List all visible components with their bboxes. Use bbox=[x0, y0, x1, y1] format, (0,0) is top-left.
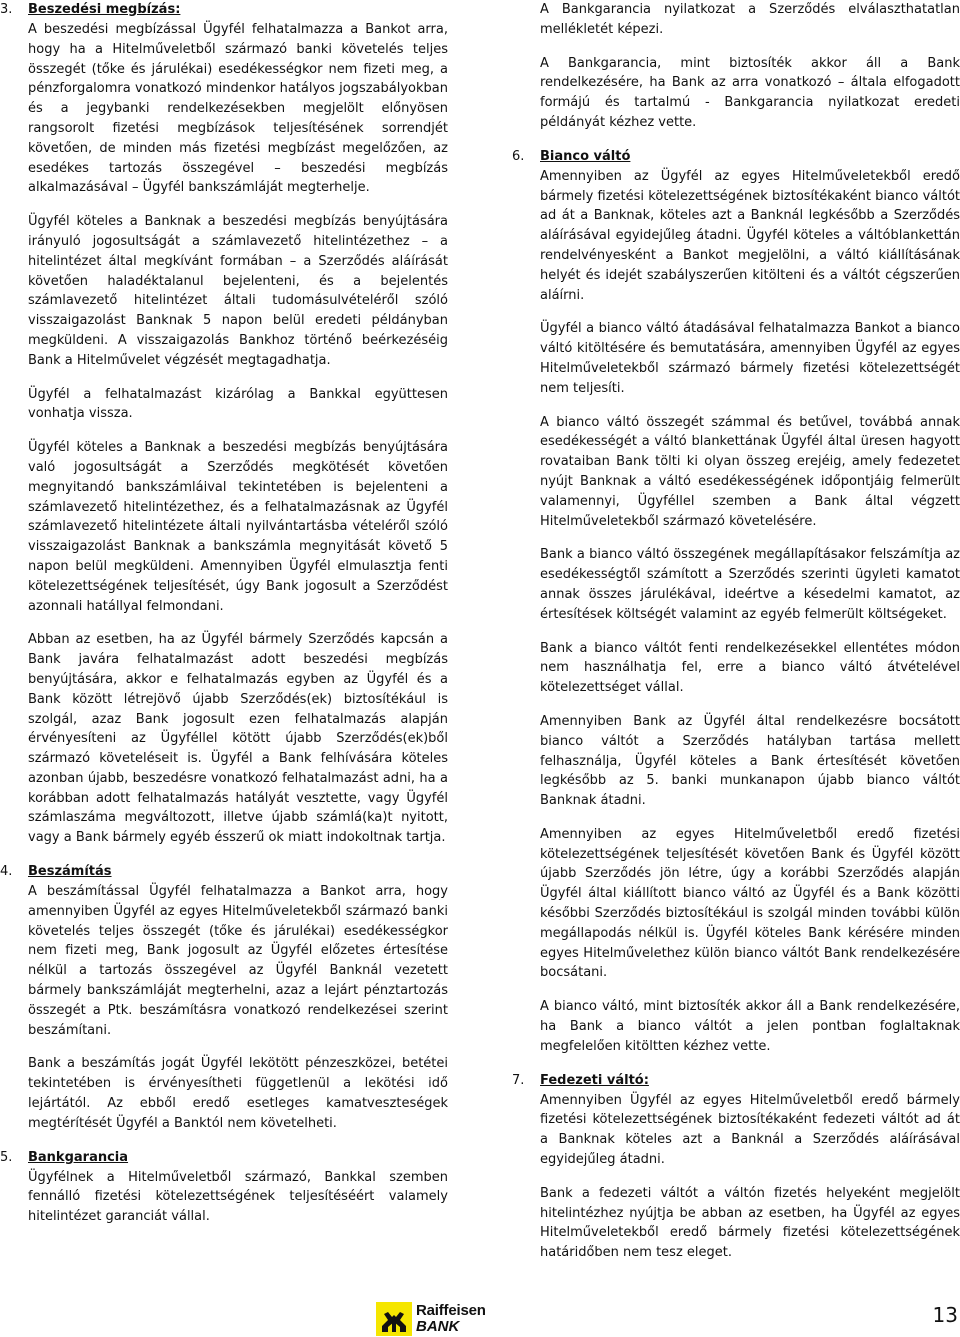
paragraph: Amennyiben az egyes Hitelműveletből eredő fizetési kötelezettségének teljesítését követően Bank és Ügyfél között újabb Szerződés jön létre, úgy a korábbi Szerződés alapján Ügyfél által kiállított bianco váltó az Ügyfél és a Bank közötti későbbi Szerződés biztosítékául is szolgál minden további külön megállapodás nélkül is. Ügyfél köteles Bank kérésére minden egyes Hitelművelethez külön bianco váltót Bank rendelkezésére bocsátani. bbox=[540, 826, 960, 981]
paragraph: Ügyfél a bianco váltó átadásával felhatalmazza Bankot a bianco váltó kitöltésére és bemutatására, amennyiben Ügyfél az egyes Hitelműveletekből származó bármely fizetési kötelezettségét nem teljesíti. bbox=[540, 321, 960, 396]
page-number: 13 bbox=[932, 1303, 958, 1327]
paragraph: A bianco váltó összegét számmal és betűvel, továbbá annak esedékességét a váltó blankettának Ügyfél által üresen hagyott rovataiban Bank tölti ki olyan összeg erejéig, amely fedezetet nyújt Banknak a váltó esedékességének időpontjáig felmerült valamennyi, Ügyféllel szemben a Bank által végzett Hitelműveletekből származó követelésére. bbox=[540, 414, 960, 529]
raiffeisen-bank-logo bbox=[376, 1302, 516, 1336]
section-4 bbox=[0, 862, 448, 1134]
paragraph: A beszámítással Ügyfél felhatalmazza a Bankot arra, hogy amennyiben Ügyfél az egyes Hitelműveletekből származó banki követelés teljes összegét (tőke és járulékai) esedékességkor nem fizeti meg, Bank jogosult az Ügyfél előzetes értesítése nélkül a tartozás összegével az Ügyfél Banknál vezetett bármely bankszámláját megterhelni, azaz a lejárt pénztartozás összegét a Ptk. beszámításra vonatkozó rendelkezései szerint beszámítani. bbox=[28, 884, 448, 1038]
section-5-title: Bankgarancia bbox=[28, 1149, 129, 1165]
paragraph: Bank a beszámítás jogát Ügyfél lekötött pénzeszközei, betétei tekintetében is érvényesítheti függetlenül a lekötési idő lejártától. Az ebből eredő esetleges kamatveszteségek megtérítését Ügyfél a Banktól nem követelheti. bbox=[28, 1056, 448, 1131]
logo-text-bank: BANK bbox=[416, 1318, 460, 1335]
paragraph: Ügyfél a felhatalmazást kizárólag a Bankkal együttesen vonhatja vissza. bbox=[28, 386, 448, 422]
section-5-number: 5. bbox=[0, 1149, 13, 1165]
section-5 bbox=[0, 1148, 448, 1227]
paragraph: Ügyfél köteles a Banknak a beszedési megbízás benyújtására való jogosultságát a Szerződés megkötését követően megnyitandó bankszámláival tekintetében is bejelenteni a számlavezető hitelintézethez, és a felhatalmazásnak az Ügyfél számlavezető hitelintézete általi nyilvántartásba vételéről szóló visszaigazolást Banknak a bankszámla megnyitását követő 5 napon belül megküldeni. Amennyiben Ügyfél elmulasztja fenti kötelezettségének teljesítését, úgy Bank jogosult a Szerződést azonnali hatállyal felmondani. bbox=[28, 440, 448, 614]
logo-text-raiffeisen: Raiffeisen bbox=[416, 1302, 486, 1319]
raiffeisen-gable-icon bbox=[376, 1302, 412, 1336]
paragraph: A bianco váltó, mint biztosíték akkor áll a Bank rendelkezésére, ha Bank a bianco váltót a jelen pontban foglaltaknak megfelelően kitöltten kézhez vette. bbox=[540, 999, 960, 1054]
paragraph: A Bankgarancia, mint biztosíték akkor áll a Bank rendelkezésére, ha Bank az arra vonatkozó – általa elfogadott formájú és tartalmú - Bankgarancia nyilatkozat eredeti példányát kézhez vette. bbox=[540, 55, 960, 130]
paragraph: Ügyfél köteles a Banknak a beszedési megbízás benyújtására irányuló jogosultságát a számlavezető hitelintézethez – a hitelintézet által megkívánt formában – a Szerződés aláírását követően haladéktalanul bejelenteni, és a bejelentés számlavezető hitelintézet általi tudomásulvételéről szóló visszaigazolást Banknak 5 napon belül eredeti példányban megküldeni. A visszaigazolás Bankhoz történő beérkezéséig Bank a Hitelművelet végzését megtagadhatja. bbox=[28, 214, 448, 368]
paragraph: Ügyfélnek a Hitelműveletből származó, Bankkal szemben fennálló fizetési kötelezettségének teljesítéséért valamely hitelintézet garanciát vállal. bbox=[28, 1169, 448, 1225]
section-4-title: Beszámítás bbox=[28, 864, 112, 880]
section-7 bbox=[512, 1071, 960, 1263]
section-3-title: Beszedési megbízás: bbox=[28, 2, 181, 17]
right-column bbox=[512, 0, 960, 1277]
section-5-continued bbox=[512, 0, 960, 133]
paragraph: Amennyiben Bank az Ügyfél által rendelkezésre bocsátott bianco váltót a Szerződés hatályban tartása mellett felhasználja, Ügyfél köteles a Bank értesítését követően legkésőbb az 5. banki munkanapon újabb bianco váltót Banknak átadni. bbox=[540, 713, 960, 809]
paragraph: Amennyiben Ügyfél az egyes Hitelműveletből eredő bármely fizetési kötelezettségének biztosítékaként fedezeti váltót ad át a Banknak köteles azt a Banknál a Szerződés aláírásával egyidejűleg átadni. bbox=[540, 1092, 960, 1168]
paragraph: Abban az esetben, ha az Ügyfél bármely Szerződés kapcsán a Bank javára felhatalmazást adott beszedési megbízás benyújtására, akkor e felhatalmazás egyben az Ügyfél és a Bank között létrejövő újabb Szerződés(ek) biztosítékául is szolgál, azaz Bank jogosult ezen felhatalmazás alapján érvényesíteni az Ügyféllel kötött újabb Szerződés(ek)ből származó követeléseit is. Ügyfél a Bank felhívására köteles azonban újabb, beszedésre vonatkozó felhatalmazást adni, ha a korábban adott felhatalmazás hatályát vesztette, vagy Ügyfél számlaszáma megváltozott, illetve újabb számlá(ka)t nyitott, vagy a Bank bármely egyéb ésszerű ok miatt indokoltnak tartja. bbox=[28, 632, 448, 846]
paragraph: A Bankgarancia nyilatkozat a Szerződés elválaszthatatlan mellékletét képezi. bbox=[540, 2, 960, 37]
section-6-number: 6. bbox=[512, 148, 525, 164]
section-7-number: 7. bbox=[512, 1072, 525, 1088]
paragraph: Bank a bianco váltót fenti rendelkezésekkel ellentétes módon nem használhatja fel, erre a bianco váltó átvételével kötelezettséget vállal. bbox=[540, 640, 960, 696]
paragraph: Bank a bianco váltó összegének megállapításakor felszámítja az esedékességtől számított a Szerződés szerinti ügyleti kamatot annak összes járulékával, ideértve a késedelmi kamatot, az értesítések költségét valamint az egyéb felmerült költségeket. bbox=[540, 547, 960, 622]
left-column bbox=[0, 0, 448, 1241]
paragraph: Amennyiben az Ügyfél az egyes Hitelműveletekből eredő bármely fizetési kötelezettségének biztosítékaként bianco váltót ad át a Banknak, köteles azt a Banknál legkésőbb a Szerződés aláírásával egyidejűleg átadni. Ügyfél köteles a váltóblankettán rendelvényesként a Bankot megjelölni, a váltó kiállításának helyét és idejét szabályszerűen kitölteni és a váltót cégszerűen aláírni. bbox=[540, 168, 960, 303]
section-3 bbox=[0, 0, 448, 848]
section-7-title: Fedezeti váltó: bbox=[540, 1072, 649, 1088]
paragraph: A beszedési megbízással Ügyfél felhatalmazza a Bankot arra, hogy ha a Hitelműveletből származó banki követelés teljes összegét (tőke és járulékai) esedékességkor nem fizeti meg, a pénzforgalomra vonatkozó mindenkor hatályos jogszabályokban és a jegybanki rendelkezésekben megjelölt előnyösen rangsorolt fizetési megbízások teljesítésének sorrendjét követően, de minden más fizetési megbízást megelőzően, az esedékes tartozás összegével – beszedési megbízás alkalmazásával – Ügyfél bankszámláját megterhelje. bbox=[28, 22, 448, 196]
section-3-number: 3. bbox=[0, 2, 13, 17]
paragraph: Bank a fedezeti váltót a váltón fizetés helyeként megjelölt hitelintézhez nyújtja be abban az esetben, ha Ügyfél az egyes Hitelműveletekből eredő bármely fizetési kötelezettségének határidőben nem tesz eleget. bbox=[540, 1185, 960, 1261]
section-6 bbox=[512, 147, 960, 1057]
section-6-title: Bianco váltó bbox=[540, 148, 631, 164]
section-4-number: 4. bbox=[0, 864, 13, 880]
